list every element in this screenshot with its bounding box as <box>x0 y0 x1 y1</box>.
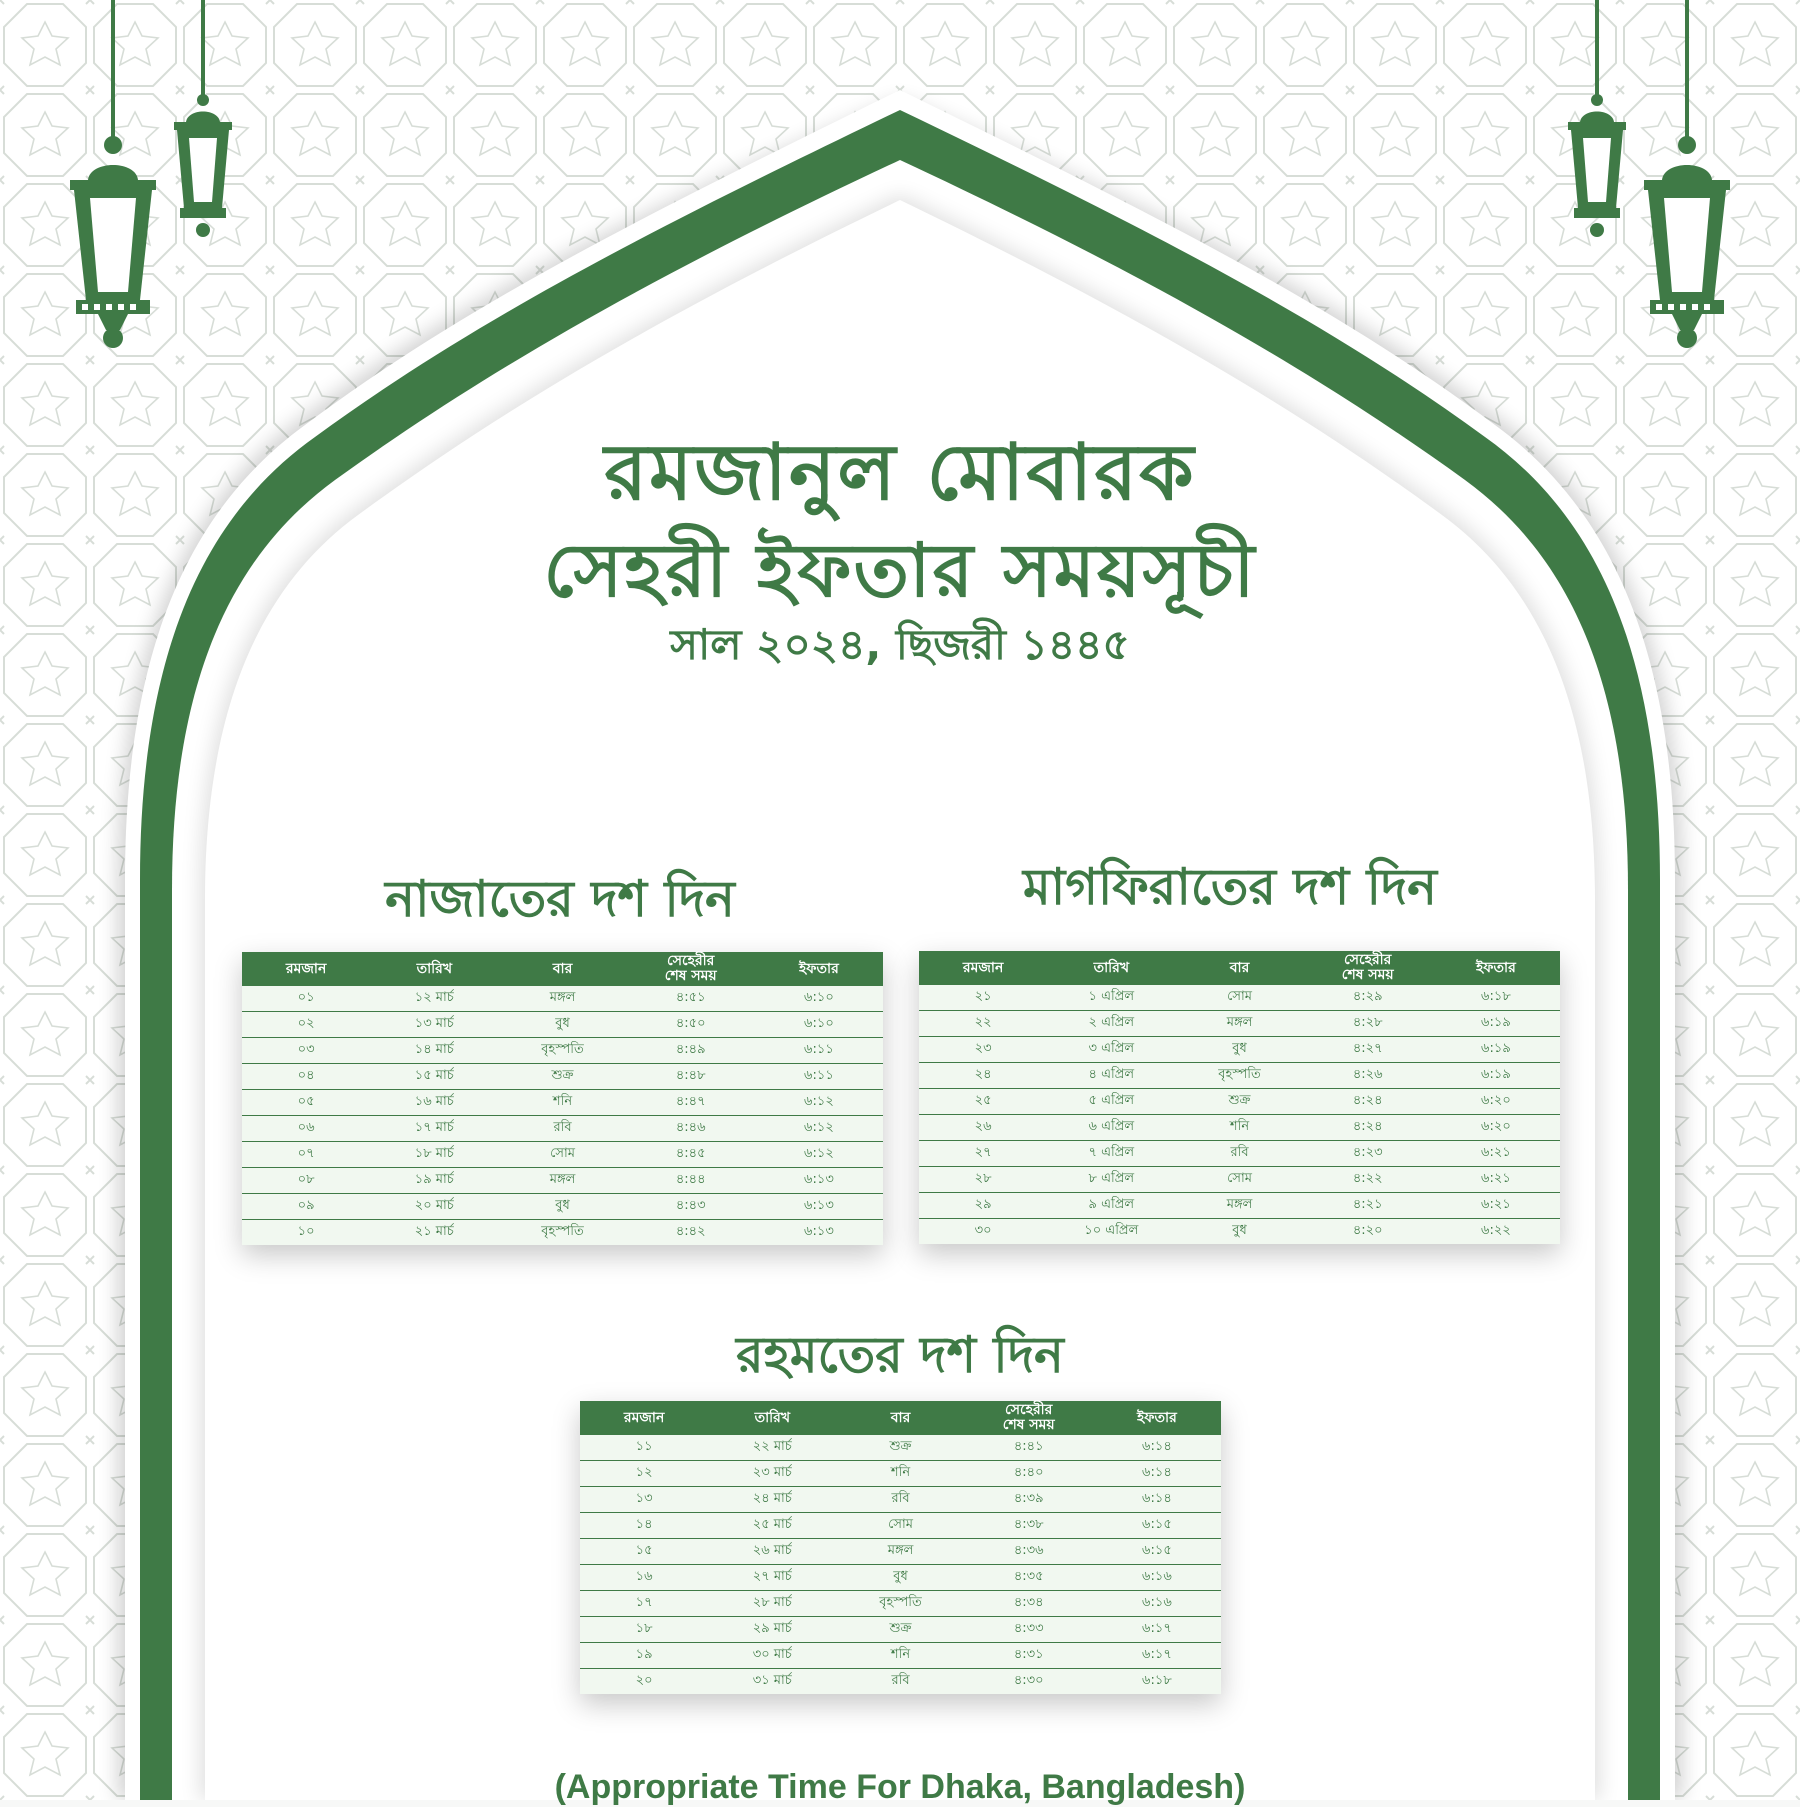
table-cell: ৬:১৬ <box>1142 1569 1172 1584</box>
header-cell: রমজান <box>623 1409 665 1426</box>
table-cell: ৬:১৬ <box>1142 1595 1172 1610</box>
table-row <box>919 1063 1560 1089</box>
table-cell: ০২ <box>297 1016 315 1031</box>
poster-title: রমজানুল মোবারক <box>604 428 1196 518</box>
table-row <box>919 1167 1560 1193</box>
table-cell: ২৭ মার্চ <box>752 1569 792 1584</box>
table-cell: ৬:১০ <box>804 990 834 1005</box>
table-cell: ৪:৪৯ <box>675 1042 706 1057</box>
table-cell: সোম <box>1227 989 1252 1004</box>
table-cell: ২৬ <box>974 1119 992 1134</box>
table-cell: ৪:৪১ <box>1013 1439 1044 1454</box>
section-title-magfirat: মাগফিরাতের দশ দিন <box>1022 858 1438 916</box>
table-cell: ৪:৩১ <box>1013 1647 1044 1662</box>
table-cell: ৬:১৯ <box>1481 1015 1511 1030</box>
table-cell: ২৫ মার্চ <box>752 1517 792 1532</box>
table-cell: ২০ মার্চ <box>414 1198 454 1213</box>
table-row <box>580 1435 1221 1461</box>
table-cell: ১ এপ্রিল <box>1088 989 1135 1004</box>
header-cell: তারিখ <box>754 1409 791 1426</box>
table-row <box>919 1193 1560 1219</box>
table-row <box>919 1089 1560 1115</box>
table-cell: সোম <box>1227 1171 1252 1186</box>
table-cell: ৬:১১ <box>804 1068 834 1083</box>
table-cell: ১৬ মার্চ <box>414 1094 454 1109</box>
table-cell: ৪:৩৩ <box>1013 1621 1044 1636</box>
header-cell: বার <box>1229 959 1250 976</box>
table-row <box>242 1116 883 1142</box>
header-cell: তারিখ <box>416 960 453 977</box>
table-cell: ০৬ <box>297 1120 315 1135</box>
table-row <box>242 986 883 1012</box>
table-cell: বৃহস্পতি <box>1218 1067 1261 1082</box>
hanging-lantern-icon <box>168 0 238 240</box>
table-cell: ৬:১৯ <box>1481 1041 1511 1056</box>
table-cell: ৩১ মার্চ <box>752 1673 792 1688</box>
table-cell: শুক্র <box>889 1439 912 1454</box>
table-row <box>242 1012 883 1038</box>
table-cell: ৬:২০ <box>1481 1119 1511 1134</box>
table-cell: ১৫ <box>635 1543 653 1558</box>
table-cell: ৮ এপ্রিল <box>1088 1171 1135 1186</box>
table-cell: ১৯ <box>635 1647 653 1662</box>
table-cell: মঙ্গল <box>1226 1197 1253 1212</box>
table-cell: ৬:১২ <box>804 1146 834 1161</box>
table-cell: ৩০ মার্চ <box>752 1647 792 1662</box>
table-cell: ২১ <box>974 989 992 1004</box>
table-cell: ৬:১৫ <box>1142 1543 1172 1558</box>
table-cell: ৬:১৭ <box>1142 1647 1172 1662</box>
table-cell: ৪:৫০ <box>675 1016 706 1031</box>
table-cell: বৃহস্পতি <box>541 1042 584 1057</box>
table-row <box>580 1539 1221 1565</box>
header-cell: ইফতার <box>1137 1409 1177 1426</box>
table-cell: রবি <box>891 1491 910 1506</box>
table-row <box>919 1219 1560 1244</box>
table-cell: শুক্র <box>1228 1093 1251 1108</box>
header-cell: রমজান <box>962 959 1004 976</box>
table-cell: ৪:৪৬ <box>675 1120 706 1135</box>
table-cell: ৬:২১ <box>1481 1197 1511 1212</box>
table-header <box>919 951 1560 985</box>
table-cell: ১২ <box>635 1465 653 1480</box>
table-cell: ৪:২৬ <box>1352 1067 1383 1082</box>
header-cell: সেহেরীর শেষ সময় <box>1002 1402 1055 1433</box>
table-row <box>242 1038 883 1064</box>
table-cell: ৪:২১ <box>1352 1197 1383 1212</box>
table-cell: ১৬ <box>635 1569 653 1584</box>
table-cell: ৪:৩৯ <box>1013 1491 1044 1506</box>
table-cell: ১০ <box>297 1224 315 1239</box>
table-row <box>580 1669 1221 1694</box>
table-cell: ১০ এপ্রিল <box>1084 1223 1139 1238</box>
table-cell: ২২ মার্চ <box>752 1439 792 1454</box>
table-cell: ৪:২৮ <box>1352 1015 1383 1030</box>
table-cell: ৪:৪০ <box>1013 1465 1044 1480</box>
table-cell: ৬:১১ <box>804 1042 834 1057</box>
table-cell: ৪:৩৮ <box>1013 1517 1044 1532</box>
table-cell: ৬:১৮ <box>1142 1673 1172 1688</box>
table-cell: ৪:২৭ <box>1352 1041 1383 1056</box>
table-cell: ১৭ <box>635 1595 653 1610</box>
table-cell: ৪:৪৪ <box>675 1172 706 1187</box>
table-cell: ১২ মার্চ <box>414 990 454 1005</box>
table-row <box>242 1168 883 1194</box>
table-cell: ২২ <box>974 1015 992 1030</box>
table-cell: ৬:১৪ <box>1142 1465 1172 1480</box>
table-cell: ৬:১৩ <box>804 1172 834 1187</box>
table-cell: মঙ্গল <box>887 1543 914 1558</box>
table-cell: শনি <box>552 1094 573 1109</box>
table-cell: ২৪ মার্চ <box>752 1491 792 1506</box>
table-cell: ৩০ <box>974 1223 992 1238</box>
table-cell: ৪:৪৮ <box>675 1068 706 1083</box>
table-cell: শুক্র <box>551 1068 574 1083</box>
table-cell: ১৪ <box>635 1517 653 1532</box>
table-cell: ০৭ <box>297 1146 315 1161</box>
table-row <box>580 1461 1221 1487</box>
table-cell: রবি <box>1230 1145 1249 1160</box>
table-cell: ০৯ <box>297 1198 315 1213</box>
table-cell: ৬:১২ <box>804 1120 834 1135</box>
table-cell: ৪:২২ <box>1352 1171 1383 1186</box>
table-cell: বুধ <box>1232 1223 1247 1238</box>
poster-subtitle: সেহরী ইফতার সময়সূচী <box>543 528 1257 614</box>
table-cell: বুধ <box>555 1016 570 1031</box>
table-cell: ২ এপ্রিল <box>1088 1015 1135 1030</box>
table-row <box>242 1220 883 1245</box>
table-cell: ২৮ মার্চ <box>752 1595 792 1610</box>
table-cell: শনি <box>890 1647 911 1662</box>
table-cell: ৪ এপ্রিল <box>1088 1067 1135 1082</box>
schedule-table-najat <box>242 952 883 1245</box>
table-cell: ৬:১৩ <box>804 1198 834 1213</box>
table-row <box>919 1115 1560 1141</box>
table-cell: ০৩ <box>297 1042 315 1057</box>
table-row <box>580 1565 1221 1591</box>
table-cell: ৪:২৪ <box>1352 1093 1383 1108</box>
table-cell: ৪:২৪ <box>1352 1119 1383 1134</box>
table-cell: ১১ <box>635 1439 653 1454</box>
header-cell: রমজান <box>285 960 327 977</box>
table-cell: ৬:১৯ <box>1481 1067 1511 1082</box>
table-row <box>580 1591 1221 1617</box>
table-cell: ১৯ মার্চ <box>414 1172 454 1187</box>
table-row <box>919 1011 1560 1037</box>
table-cell: ৬:১২ <box>804 1094 834 1109</box>
table-cell: ১৭ মার্চ <box>414 1120 454 1135</box>
table-cell: ৭ এপ্রিল <box>1088 1145 1135 1160</box>
table-cell: ৪:৪৭ <box>675 1094 706 1109</box>
table-cell: ৪:৩৫ <box>1013 1569 1044 1584</box>
table-cell: ৬:১৪ <box>1142 1491 1172 1506</box>
table-cell: ২৩ <box>974 1041 992 1056</box>
table-cell: ৪:৪২ <box>675 1224 706 1239</box>
table-cell: শনি <box>890 1465 911 1480</box>
table-cell: ২৯ মার্চ <box>752 1621 792 1636</box>
table-cell: ৪:২৯ <box>1352 989 1383 1004</box>
table-cell: বুধ <box>1232 1041 1247 1056</box>
table-cell: ০১ <box>297 990 315 1005</box>
table-cell: ৪:৪৩ <box>675 1198 706 1213</box>
table-cell: ১৩ <box>635 1491 653 1506</box>
table-cell: ২৮ <box>974 1171 992 1186</box>
hanging-lantern-icon <box>1632 0 1742 350</box>
table-cell: ৪:৫১ <box>675 990 706 1005</box>
table-cell: ১৫ মার্চ <box>414 1068 454 1083</box>
hanging-lantern-icon <box>1562 0 1632 240</box>
table-cell: শুক্র <box>889 1621 912 1636</box>
table-cell: ২১ মার্চ <box>414 1224 454 1239</box>
schedule-table-magfirat <box>919 951 1560 1244</box>
table-cell: ৪:৩৪ <box>1013 1595 1044 1610</box>
table-cell: ১৪ মার্চ <box>414 1042 454 1057</box>
table-cell: রবি <box>553 1120 572 1135</box>
header-cell: বার <box>890 1409 911 1426</box>
table-cell: ০৮ <box>297 1172 315 1187</box>
table-cell: মঙ্গল <box>549 1172 576 1187</box>
table-cell: সোম <box>550 1146 575 1161</box>
table-cell: ২৪ <box>974 1067 992 1082</box>
table-cell: ৫ এপ্রিল <box>1088 1093 1135 1108</box>
hanging-lantern-icon <box>58 0 168 350</box>
table-cell: ৪:২০ <box>1352 1223 1383 1238</box>
footer-note: (Appropriate Time For Dhaka, Bangladesh) <box>554 1768 1246 1806</box>
table-row <box>919 1037 1560 1063</box>
table-cell: ৬:১৩ <box>804 1224 834 1239</box>
table-cell: ৬:২১ <box>1481 1145 1511 1160</box>
table-cell: ৬:২১ <box>1481 1171 1511 1186</box>
table-cell: ৬ এপ্রিল <box>1088 1119 1135 1134</box>
table-cell: ১৩ মার্চ <box>414 1016 454 1031</box>
table-cell: ৬:১৮ <box>1481 989 1511 1004</box>
table-header <box>242 952 883 986</box>
header-cell: ইফতার <box>799 960 839 977</box>
table-cell: বুধ <box>555 1198 570 1213</box>
header-cell: সেহেরীর শেষ সময় <box>1341 952 1394 983</box>
header-cell: তারিখ <box>1093 959 1130 976</box>
table-cell: ২০ <box>635 1673 653 1688</box>
table-cell: ৪:২৩ <box>1352 1145 1383 1160</box>
table-cell: ২৯ <box>974 1197 992 1212</box>
table-cell: ৪:৪৫ <box>675 1146 706 1161</box>
table-cell: ৬:১৫ <box>1142 1517 1172 1532</box>
table-cell: ১৮ <box>635 1621 653 1636</box>
table-row <box>242 1194 883 1220</box>
table-cell: সোম <box>888 1517 913 1532</box>
table-cell: ৯ এপ্রিল <box>1088 1197 1135 1212</box>
table-cell: ০৪ <box>297 1068 315 1083</box>
table-cell: রবি <box>891 1673 910 1688</box>
table-row <box>580 1617 1221 1643</box>
poster-year: সাল ২০২৪, ছিজরী ১৪৪৫ <box>670 620 1130 669</box>
table-cell: শনি <box>1229 1119 1250 1134</box>
table-cell: মঙ্গল <box>549 990 576 1005</box>
table-cell: ৪:৩৬ <box>1013 1543 1044 1558</box>
table-row <box>242 1090 883 1116</box>
table-cell: ৬:১০ <box>804 1016 834 1031</box>
table-cell: ২৫ <box>974 1093 992 1108</box>
table-cell: ২৬ মার্চ <box>752 1543 792 1558</box>
table-row <box>580 1643 1221 1669</box>
table-cell: ২৩ মার্চ <box>752 1465 792 1480</box>
table-cell: বুধ <box>893 1569 908 1584</box>
table-cell: ৩ এপ্রিল <box>1088 1041 1135 1056</box>
table-cell: মঙ্গল <box>1226 1015 1253 1030</box>
table-header <box>580 1401 1221 1435</box>
table-cell: ৬:২২ <box>1481 1223 1511 1238</box>
table-cell: ৬:২০ <box>1481 1093 1511 1108</box>
table-cell: ০৫ <box>297 1094 315 1109</box>
table-row <box>919 1141 1560 1167</box>
table-cell: ১৮ মার্চ <box>414 1146 454 1161</box>
table-row <box>919 985 1560 1011</box>
table-row <box>580 1487 1221 1513</box>
header-cell: বার <box>552 960 573 977</box>
schedule-table-rahmat <box>580 1401 1221 1694</box>
table-row <box>242 1142 883 1168</box>
header-cell: সেহেরীর শেষ সময় <box>664 953 717 984</box>
section-title-rahmat: রহমতের দশ দিন <box>736 1326 1064 1384</box>
table-cell: বৃহস্পতি <box>541 1224 584 1239</box>
table-cell: ৪:৩০ <box>1013 1673 1044 1688</box>
table-row <box>242 1064 883 1090</box>
header-cell: ইফতার <box>1476 959 1516 976</box>
section-title-najat: নাজাতের দশ দিন <box>385 870 735 928</box>
table-cell: ৬:১৪ <box>1142 1439 1172 1454</box>
table-row <box>580 1513 1221 1539</box>
table-cell: ২৭ <box>974 1145 992 1160</box>
table-cell: বৃহস্পতি <box>879 1595 922 1610</box>
table-cell: ৬:১৭ <box>1142 1621 1172 1636</box>
